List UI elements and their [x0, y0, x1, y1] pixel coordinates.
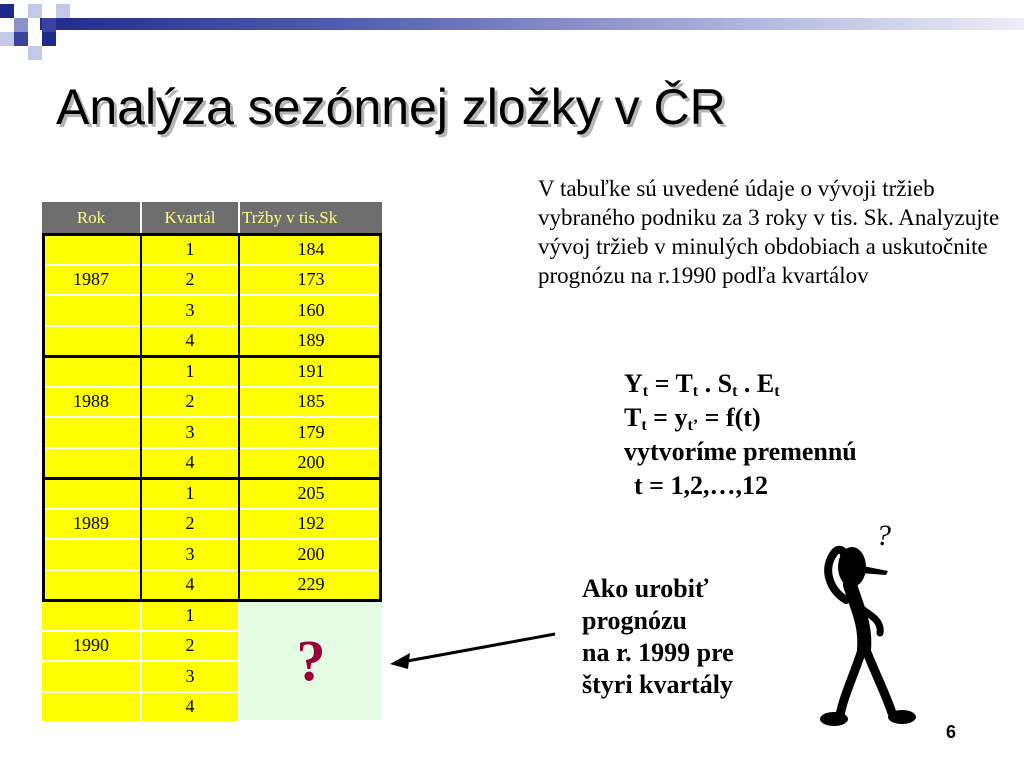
table-border: [238, 478, 240, 600]
formula-part: Y: [624, 369, 643, 398]
sales-table: [42, 202, 382, 722]
intro-text: V tabuľke sú uvedené údaje o vývoji tržieb vybraného podniku za 3 roky v tis. Sk. Analyzujte vývoj tržieb v minulých obdobiach a uskutočnite prognózu na r.1990 podľa kvartálov: [538, 176, 1000, 288]
table-border: [379, 356, 382, 478]
table-border: [238, 234, 240, 356]
quarter-cell: 4: [142, 449, 238, 478]
year-cell-blank: [42, 693, 140, 722]
year-cell-blank: [42, 449, 140, 478]
quarter-cell: 3: [142, 296, 238, 325]
deco-square: [28, 4, 42, 18]
sales-cell: 160: [240, 296, 382, 325]
quarter-cell: 2: [142, 266, 238, 295]
table-border: [42, 233, 382, 236]
sales-cell: 205: [240, 479, 382, 508]
header-sales: Tržby v tis.Sk: [240, 202, 382, 234]
table-border: [42, 356, 45, 478]
slide-title: Analýza sezónnej zložky v ČR: [56, 79, 726, 135]
quarter-cell: 1: [142, 479, 238, 508]
year-cell-blank: [42, 540, 140, 569]
year-cell: 1990: [42, 632, 140, 661]
page-number: 6: [946, 722, 957, 742]
table-border: [42, 234, 45, 356]
table-border: [140, 356, 142, 478]
question-line: na r. 1999 pre: [582, 638, 734, 667]
quarter-cell: 1: [142, 357, 238, 386]
quarter-cell: 4: [142, 693, 238, 722]
sales-cell: 179: [240, 418, 382, 447]
table-border: [379, 234, 382, 356]
quarter-cell: 1: [142, 235, 238, 264]
formula-block: [624, 367, 1014, 503]
quarter-cell: 2: [142, 632, 238, 661]
formula-trend: [624, 401, 1014, 435]
deco-square: [42, 18, 56, 32]
forecast-question: [582, 573, 822, 701]
deco-square: [28, 46, 42, 60]
quarter-cell: 4: [142, 327, 238, 356]
arrow-left-icon: [380, 620, 570, 680]
deco-square: [42, 32, 56, 46]
table-border: [42, 478, 45, 600]
table-border: [238, 356, 240, 478]
formula-part: = T: [648, 369, 693, 398]
formula-part: = y: [646, 403, 688, 432]
year-cell-blank: [42, 571, 140, 600]
quarter-cell: 1: [142, 601, 238, 630]
sales-cell: 184: [240, 235, 382, 264]
formula-multiplicative-model: [624, 367, 1014, 401]
year-cell-blank: [42, 662, 140, 691]
table-border: [42, 477, 382, 480]
sales-cell: 200: [240, 540, 382, 569]
header-decoration: [0, 0, 1024, 64]
formula-subscript: t’: [687, 417, 699, 434]
top-gradient-bar: [40, 18, 1024, 30]
sales-cell: 185: [240, 388, 382, 417]
formula-new-variable: vytvoríme premennú: [624, 437, 857, 466]
thought-question-mark: ?: [876, 519, 891, 552]
quarter-cell: 3: [142, 662, 238, 691]
year-cell: 1988: [42, 388, 140, 417]
quarter-cell: 2: [142, 388, 238, 417]
year-cell-blank: [42, 296, 140, 325]
deco-square: [14, 18, 28, 32]
deco-square: [14, 32, 28, 46]
table-border: [140, 234, 142, 356]
sales-cell: 192: [240, 510, 382, 539]
formula-subscript: t: [692, 383, 699, 400]
year-cell-blank: [42, 601, 140, 630]
year-cell-blank: [42, 357, 140, 386]
year-cell: 1987: [42, 266, 140, 295]
year-cell-blank: [42, 327, 140, 356]
formula-part: T: [624, 403, 642, 432]
table-border: [140, 478, 142, 600]
quarter-cell: 3: [142, 418, 238, 447]
year-cell: 1989: [42, 510, 140, 539]
deco-square: [0, 32, 14, 46]
question-line: prognózu: [582, 606, 687, 635]
year-cell-blank: [42, 479, 140, 508]
sales-cell: 191: [240, 357, 382, 386]
deco-square: [56, 4, 70, 18]
quarter-cell: 4: [142, 571, 238, 600]
sales-cell: 200: [240, 449, 382, 478]
thinking-man-icon: [800, 515, 950, 730]
forecast-unknown: ?: [240, 600, 382, 720]
deco-square: [0, 4, 14, 18]
table-border: [42, 599, 382, 602]
table-border: [379, 478, 382, 600]
table-border: [42, 355, 382, 358]
sales-cell: 229: [240, 571, 382, 600]
quarter-cell: 2: [142, 510, 238, 539]
formula-part: = f(t): [698, 403, 761, 432]
formula-part: . S: [698, 369, 733, 398]
formula-t-range: t = 1,2,…,12: [634, 471, 768, 500]
year-cell-blank: [42, 235, 140, 264]
header-year: Rok: [42, 202, 140, 234]
quarter-cell: 3: [142, 540, 238, 569]
year-cell-blank: [42, 418, 140, 447]
formula-subscript: t: [774, 383, 780, 400]
question-line: Ako urobiť: [582, 574, 709, 603]
formula-part: . E: [737, 369, 775, 398]
header-quarter: Kvartál: [142, 202, 238, 234]
sales-cell: 173: [240, 266, 382, 295]
sales-cell: 189: [240, 327, 382, 356]
formula-subscript: t: [732, 383, 738, 400]
formula-subscript: t: [641, 417, 647, 434]
formula-subscript: t: [642, 383, 649, 400]
question-line: štyri kvartály: [582, 670, 733, 699]
